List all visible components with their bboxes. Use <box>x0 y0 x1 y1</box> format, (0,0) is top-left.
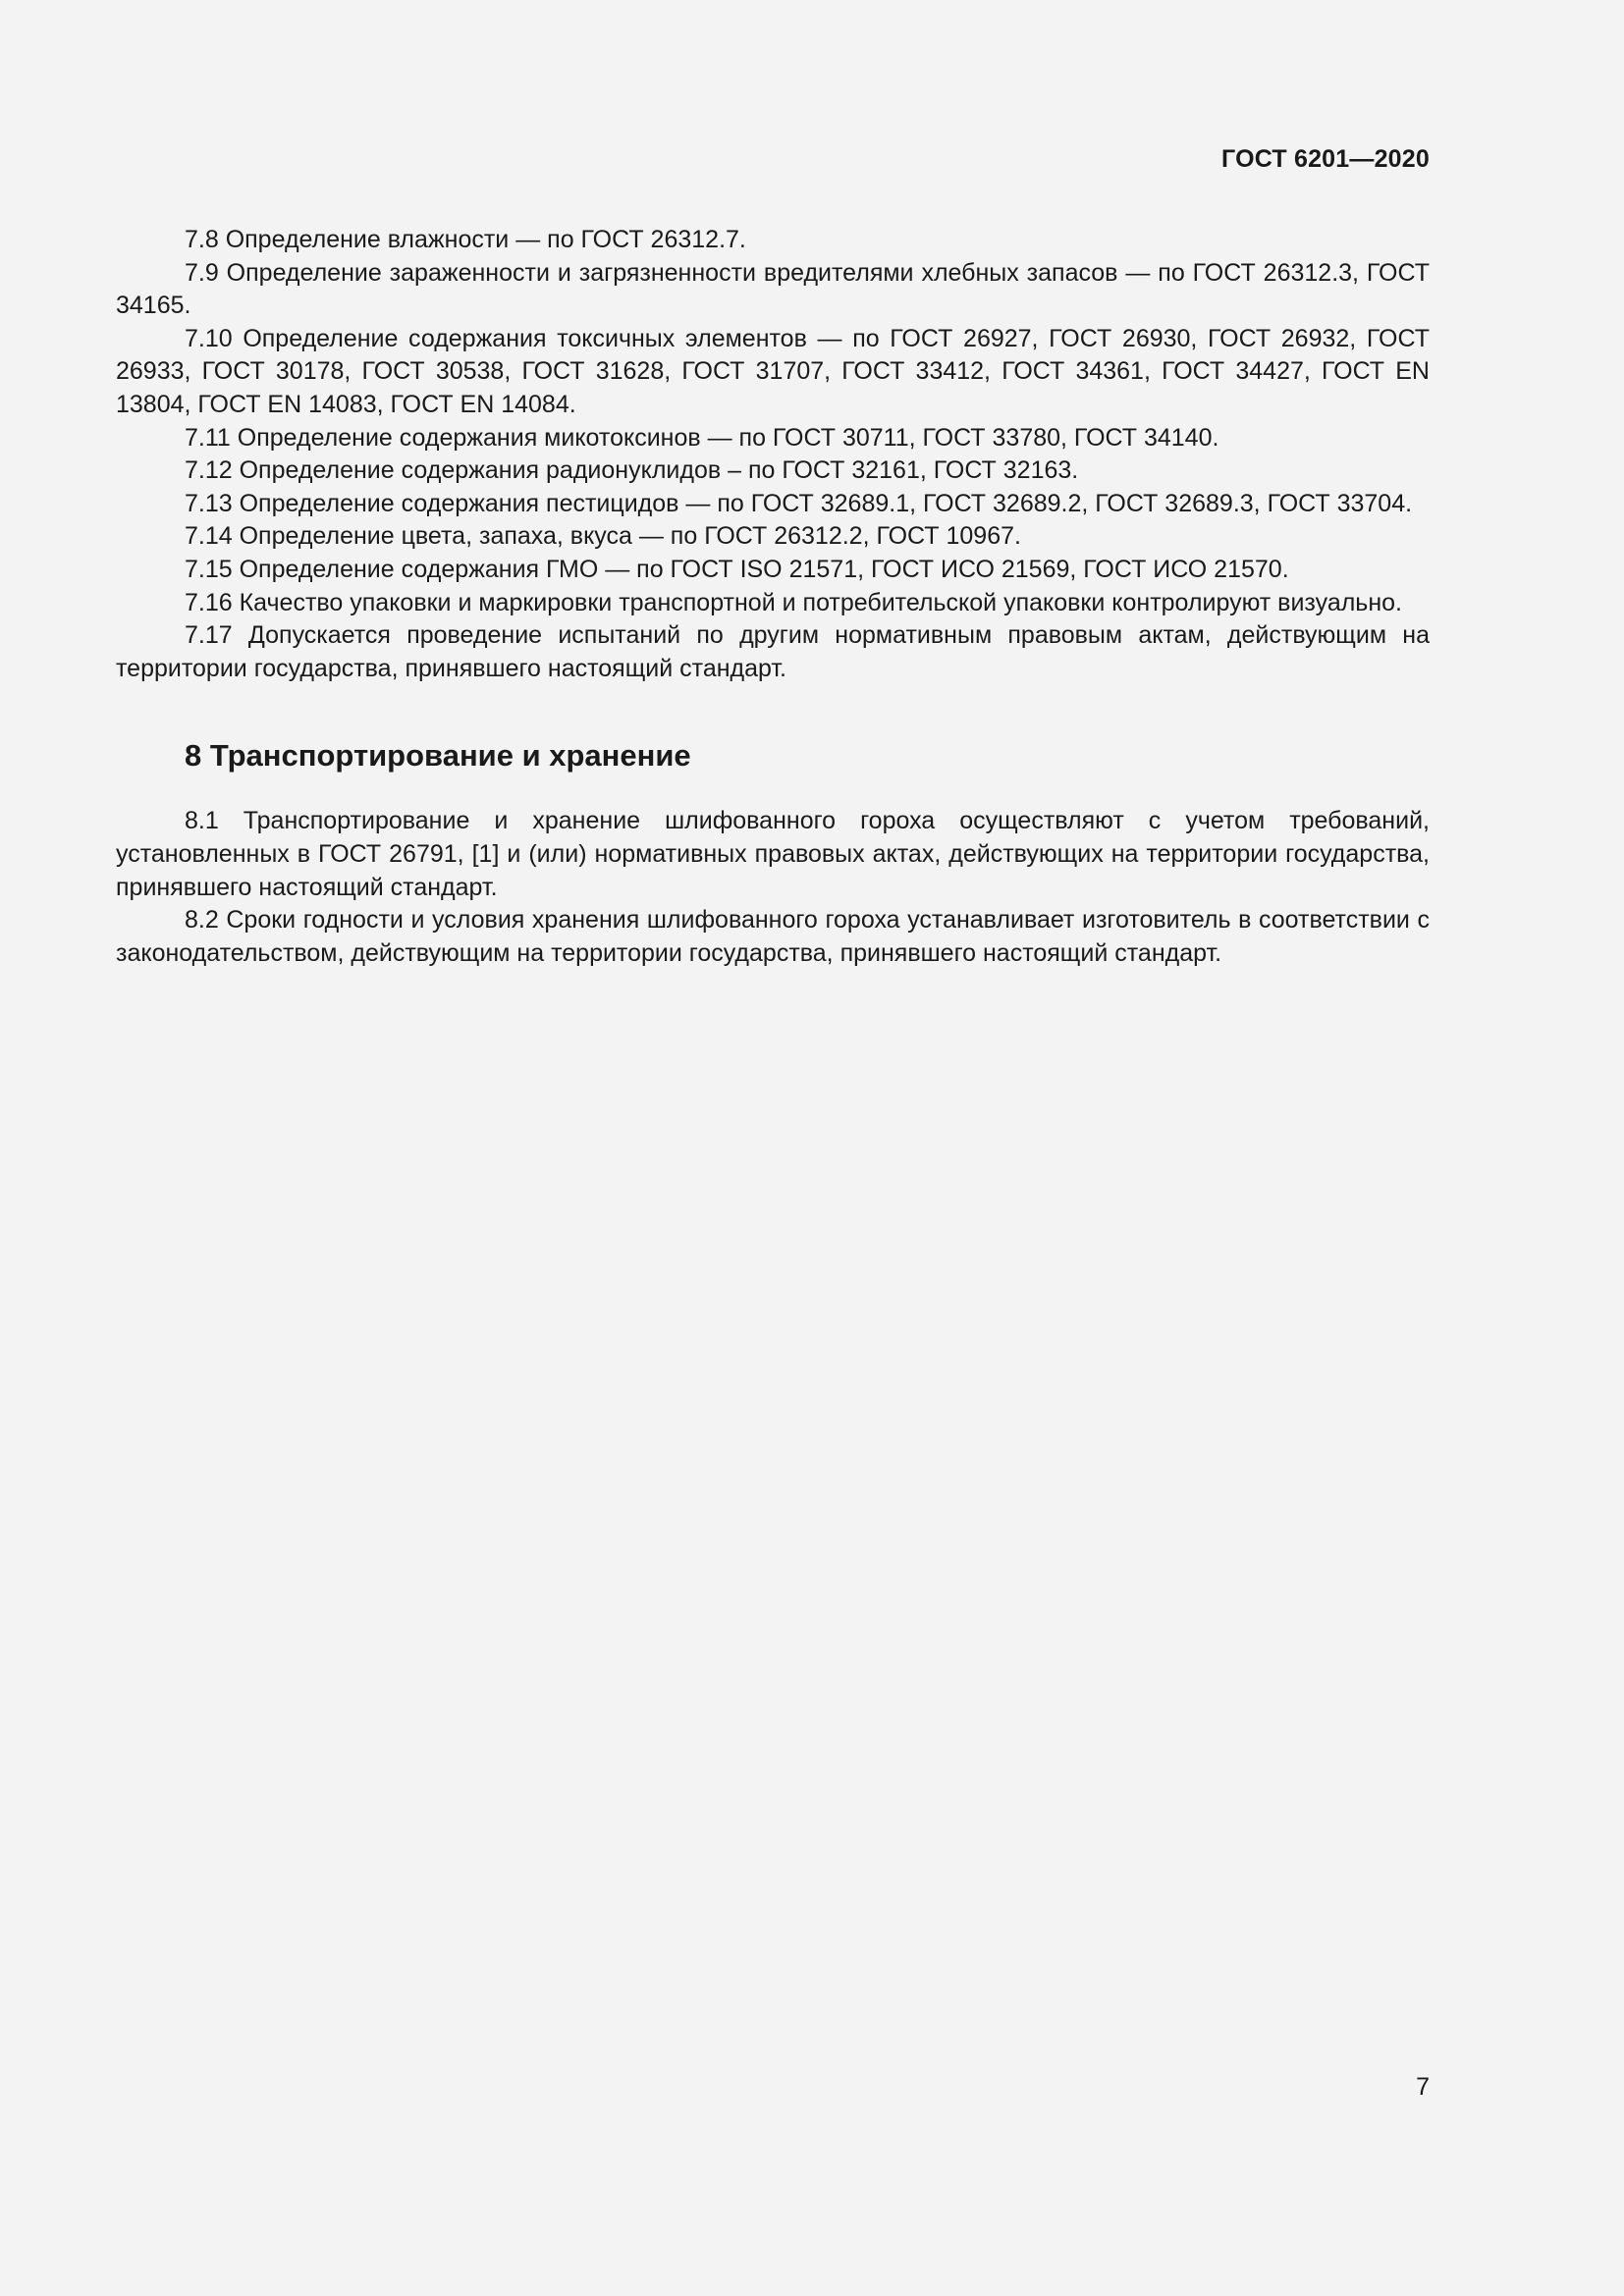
paragraph-7-14: 7.14 Определение цвета, запаха, вкуса — по ГОСТ 26312.2, ГОСТ 10967. <box>185 522 1021 551</box>
paragraph-7-8: 7.8 Определение влажности — по ГОСТ 26312.7. <box>185 226 746 253</box>
paragraph-7-15: 7.15 Определение содержания ГМО — по ГОСТ ISO 21571, ГОСТ ИСО 21569, ГОСТ ИСО 21570. <box>185 555 1289 583</box>
paragraph-8-1: 8.1 Транспортирование и хранение шлифованного гороха осуществляют с учетом требований, установленных в ГОСТ 26791, [1] и (или) нормативных правовых актах, действующих на территории государства, принявшего настоящий стандарт. <box>116 807 1430 901</box>
paragraph-7-17: 7.17 Допускается проведение испытаний по другим нормативным правовым актам, действующим на территории государства, принявшего настоящий стандарт. <box>116 621 1430 682</box>
paragraph-7-16: 7.16 Качество упаковки и маркировки транспортной и потребительской упаковки контролируют визуально. <box>185 588 1402 616</box>
paragraph-7-10: 7.10 Определение содержания токсичных элементов — по ГОСТ 26927, ГОСТ 26930, ГОСТ 26932, ГОСТ 26933, ГОСТ 30178, ГОСТ 30538, ГОСТ 31628, ГОСТ 31707, ГОСТ 33412, ГОСТ 34361, ГОСТ 34427, ГОСТ EN 13804, ГОСТ EN 14083, ГОСТ EN 14084. <box>116 324 1430 418</box>
document-header-code: ГОСТ 6201—2020 <box>1221 145 1430 173</box>
paragraph-8-2: 8.2 Сроки годности и условия хранения шлифованного гороха устанавливает изготовитель в соответствии с законодательством, действующим на территории государства, принявшего настоящий стандарт. <box>116 906 1430 967</box>
document-body <box>116 224 1430 970</box>
page-number: 7 <box>1416 2073 1430 2101</box>
section-8-heading: 8 Транспортирование и хранение <box>185 738 691 774</box>
paragraph-7-12: 7.12 Определение содержания радионуклидов – по ГОСТ 32161, ГОСТ 32163. <box>185 456 1079 485</box>
paragraph-7-9: 7.9 Определение зараженности и загрязненности вредителями хлебных запасов — по ГОСТ 26312.3, ГОСТ 34165. <box>116 258 1430 320</box>
paragraph-7-13: 7.13 Определение содержания пестицидов — по ГОСТ 32689.1, ГОСТ 32689.2, ГОСТ 32689.3, ГОСТ 33704. <box>185 489 1413 517</box>
paragraph-7-11: 7.11 Определение содержания микотоксинов — по ГОСТ 30711, ГОСТ 33780, ГОСТ 34140. <box>185 423 1219 452</box>
